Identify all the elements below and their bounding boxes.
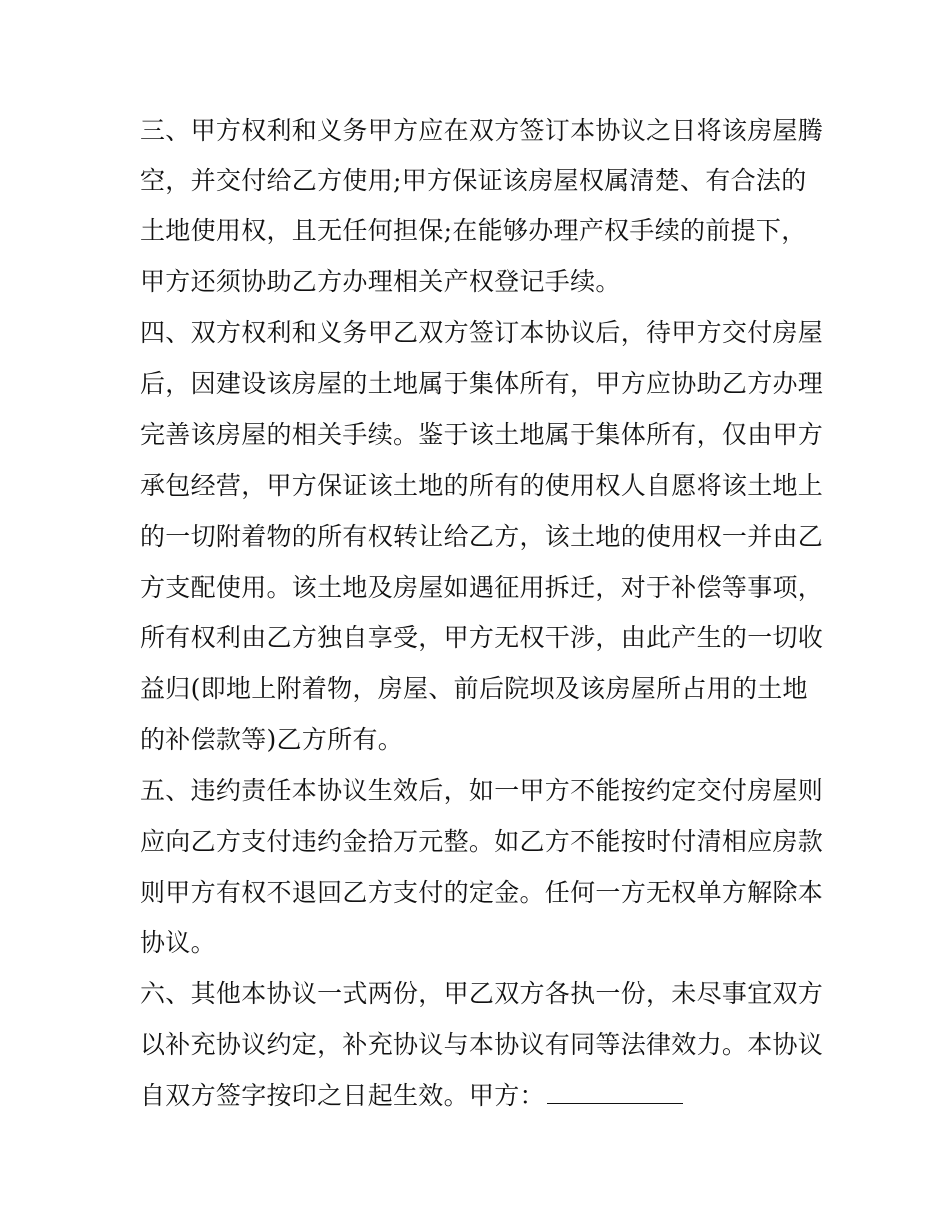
section-6-line-3: 自双方签字按印之日起生效。甲方： bbox=[140, 1081, 545, 1110]
section-4-line-2: 后，因建设该房屋的土地属于集体所有，甲方应协助乙方办理 bbox=[140, 369, 824, 398]
section-6-line-3-wrapper bbox=[140, 1076, 820, 1116]
section-4-line-9: 的补偿款等)乙方所有。 bbox=[140, 725, 404, 754]
section-5-line-3: 则甲方有权不退回乙方支付的定金。任何一方无权单方解除本 bbox=[140, 878, 824, 907]
section-6-line-1: 六、其他本协议一式两份，甲乙双方各执一份，未尽事宜双方 bbox=[140, 979, 824, 1008]
section-3-line-3: 土地使用权，且无任何担保;在能够办理产权手续的前提下， bbox=[140, 216, 807, 245]
party-a-signature-blank bbox=[547, 1081, 683, 1104]
section-6-line-2: 以补充协议约定，补充协议与本协议有同等法律效力。本协议 bbox=[140, 1030, 824, 1059]
section-4-line-1: 四、双方权利和义务甲乙双方签订本协议后，待甲方交付房屋 bbox=[140, 318, 824, 347]
section-5-line-4: 协议。 bbox=[140, 928, 216, 957]
section-5-line-2: 应向乙方支付违约金拾万元整。如乙方不能按时付清相应房款 bbox=[140, 827, 824, 856]
section-5-line-1: 五、违约责任本协议生效后，如一甲方不能按约定交付房屋则 bbox=[140, 776, 824, 805]
section-4-line-3: 完善该房屋的相关手续。鉴于该土地属于集体所有，仅由甲方 bbox=[140, 420, 824, 449]
section-4-line-5: 的一切附着物的所有权转让给乙方，该土地的使用权一并由乙 bbox=[140, 522, 824, 551]
section-4-line-4: 承包经营，甲方保证该土地的所有的使用权人自愿将该土地上 bbox=[140, 471, 824, 500]
section-3-line-4: 甲方还须协助乙方办理相关产权登记手续。 bbox=[140, 267, 621, 296]
section-3-line-2: 空，并交付给乙方使用;甲方保证该房屋权属清楚、有合法的 bbox=[140, 166, 807, 195]
section-3-line-1: 三、甲方权利和义务甲方应在双方签订本协议之日将该房屋腾 bbox=[140, 116, 824, 145]
section-4-line-6: 方支配使用。该土地及房屋如遇征用拆迁，对于补偿等事项， bbox=[140, 573, 824, 602]
section-4-line-7: 所有权利由乙方独自享受，甲方无权干涉，由此产生的一切收 bbox=[140, 623, 824, 652]
section-4-line-8: 益归(即地上附着物，房屋、前后院坝及该房屋所占用的土地 bbox=[140, 674, 808, 703]
